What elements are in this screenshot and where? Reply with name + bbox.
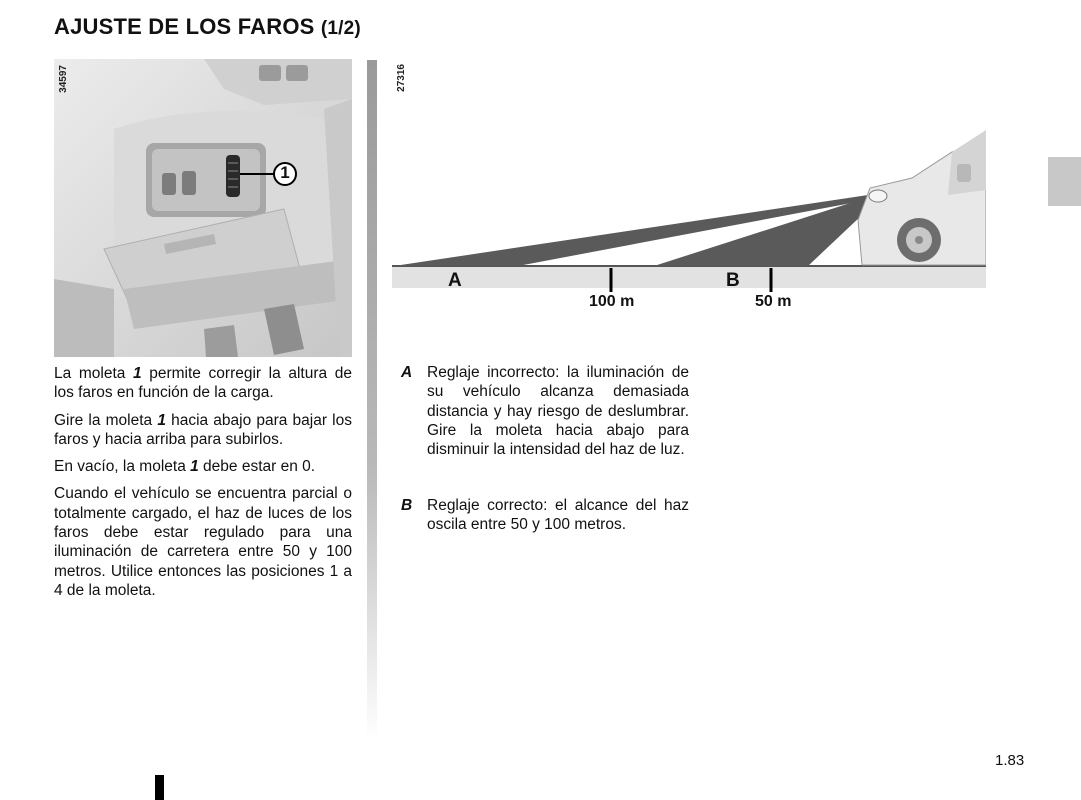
paragraph-4: Cuando el vehículo se encuentra parcial o totalmente cargado, el haz de luces de los faros debe estar regulado para una iluminación de carretera entre 50 y 100 metros. Utilice entonces las posiciones 1 a 4 de la moleta.	[54, 485, 352, 599]
title-text: AJUSTE DE LOS FAROS	[54, 14, 315, 39]
legend-b-text: Reglaje correcto: el alcance del haz oscila entre 50 y 100 metros.	[427, 497, 689, 534]
label-a: A	[448, 270, 462, 291]
crop-mark	[155, 775, 164, 800]
paragraph-2: Gire la moleta 1 hacia abajo para bajar los faros y hacia arriba para subirlos.	[54, 411, 352, 448]
beam-drawing	[392, 60, 986, 322]
legend-a-letter: A	[401, 364, 413, 381]
column-divider	[367, 60, 377, 740]
figure-code: 34597	[58, 65, 69, 93]
label-b: B	[726, 270, 740, 291]
distance-50: 50 m	[755, 293, 792, 310]
page-number: 1.83	[995, 752, 1025, 769]
page-title	[54, 14, 361, 40]
legend-b-letter: B	[401, 497, 413, 514]
title-part: (1/2)	[320, 18, 361, 39]
paragraph-1: La moleta 1 permite corregir la altura de los faros en función de la carga.	[54, 365, 352, 402]
beam-diagram	[392, 60, 986, 322]
distance-100: 100 m	[589, 293, 635, 310]
section-tab	[1048, 157, 1081, 206]
paragraph-3: En vacío, la moleta 1 debe estar en 0.	[54, 458, 316, 476]
dashboard-drawing	[54, 59, 352, 357]
dashboard-illustration	[54, 59, 352, 357]
legend-a-text: Reglaje incorrecto: la iluminación de su vehículo alcanza demasiada distancia y hay riesgo de deslumbrar. Gire la moleta hacia abajo para disminuir la intensidad del haz de luz.	[427, 364, 689, 459]
callout-number: 1	[280, 163, 290, 182]
left-column-text	[54, 364, 352, 600]
figure-code: 27316	[396, 64, 407, 92]
